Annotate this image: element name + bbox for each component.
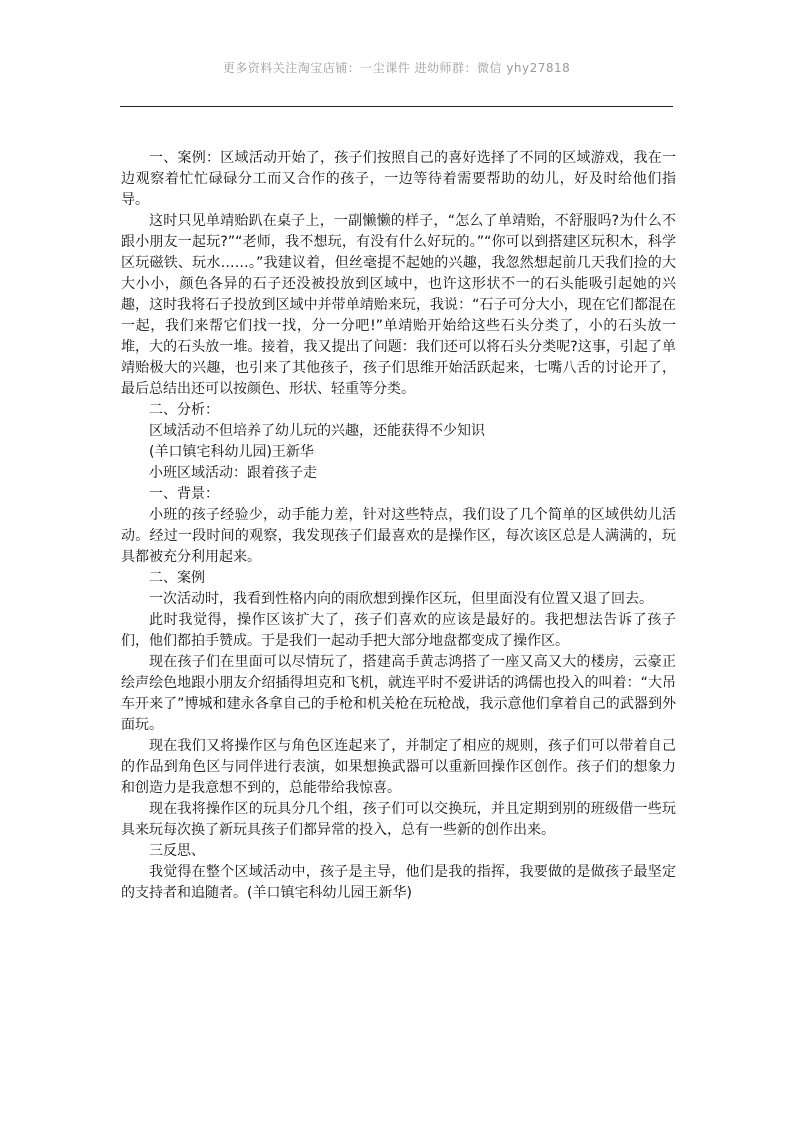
body-paragraph: 此时我觉得，操作区该扩大了，孩子们喜欢的应该是最好的。我把想法告诉了孩子们，他们都拍手赞成。于是我们一起动手把大部分地盘都变成了操作区。 [121,612,676,649]
body-paragraph: 现在我将操作区的玩具分几个组，孩子们可以交换玩，并且定期到别的班级借一些玩具来玩每次换了新玩具孩子们都异常的投入，总有一些新的创作出来。 [121,801,676,838]
section-heading: 三反思、 [149,843,205,859]
case-paragraph: 一、案例：区域活动开始了，孩子们按照自己的喜好选择了不同的区域游戏，我在一边观察着忙忙碌碌分工而又合作的孩子，一边等待着需要帮助的幼儿，好及时给他们指导。 [121,150,676,208]
section-heading: 一、背景： [149,486,219,502]
section-heading: 二、案例 [149,570,205,586]
body-paragraph: 现在我们又将操作区与角色区连起来了，并制定了相应的规则，孩子们可以带着自己的作品到角色区与同伴进行表演，如果想换武器可以重新回操作区创作。孩子们的想象力和创造力是我意想不到的，总能带给我惊喜。 [121,738,676,796]
article-title: 小班区域活动：跟着孩子走 [149,465,317,481]
author-line: (羊口镇宅科幼儿园)王新华 [149,444,314,460]
body-paragraph: 区域活动不但培养了幼儿玩的兴趣，还能获得不少知识 [149,423,485,439]
body-paragraph: 小班的孩子经验少，动手能力差，针对这些特点，我们设了几个简单的区域供幼儿活动。经过一段时间的观察，我发现孩子们最喜欢的是操作区，每次该区总是人满满的，玩具都被充分利用起来。 [121,507,676,565]
header-divider [120,106,673,107]
page-header-note: 更多资料关注淘宝店铺：一尘课件 进幼师群：微信 yhy27818 [222,61,571,75]
section-heading: 二、分析： [149,402,219,418]
body-paragraph: 这时只见单靖贻趴在桌子上，一副懒懒的样子，“怎么了单靖贻，不舒服吗?为什么不跟小朋友一起玩?”“老师，我不想玩，有没有什么好玩的。”“你可以到搭建区玩积木，科学区玩磁铁、玩水……。”我建议着，但丝毫提不起她的兴趣，我忽然想起前几天我们捡的大大小小，颜色各异的石子还没被投放到区域中，也许这形状不一的石头能吸引起她的兴趣，这时我将石子投放到区域中并带单靖贻来玩，我说：“石子可分大小，现在它们都混在一起，我们来帮它们找一找，分一分吧!”单靖贻开始给这些石头分类了，小的石头放一堆，大的石头放一堆。接着，我又提出了问题：我们还可以将石头分类呢?这事，引起了单靖贻极大的兴趣，也引来了其他孩子，孩子们思维开始活跃起来，七嘴八舌的讨论开了，最后总结出还可以按颜色、形状、轻重等分类。 [121,213,676,397]
document-body [121,148,676,904]
body-paragraph: 现在孩子们在里面可以尽情玩了，搭建高手黄志鸿搭了一座又高又大的楼房，云豪正绘声绘色地跟小朋友介绍插得坦克和飞机，就连平时不爱讲话的鸿儒也投入的叫着：“大吊车开来了”博城和建永各拿自己的手枪和机关枪在玩枪战，我示意他们拿着自己的武器到外面玩。 [121,654,676,733]
body-paragraph: 我觉得在整个区域活动中，孩子是主导，他们是我的指挥，我要做的是做孩子最坚定的支持者和追随者。(羊口镇宅科幼儿园王新华) [121,864,676,901]
body-paragraph: 一次活动时，我看到性格内向的雨欣想到操作区玩，但里面没有位置又退了回去。 [149,591,653,607]
